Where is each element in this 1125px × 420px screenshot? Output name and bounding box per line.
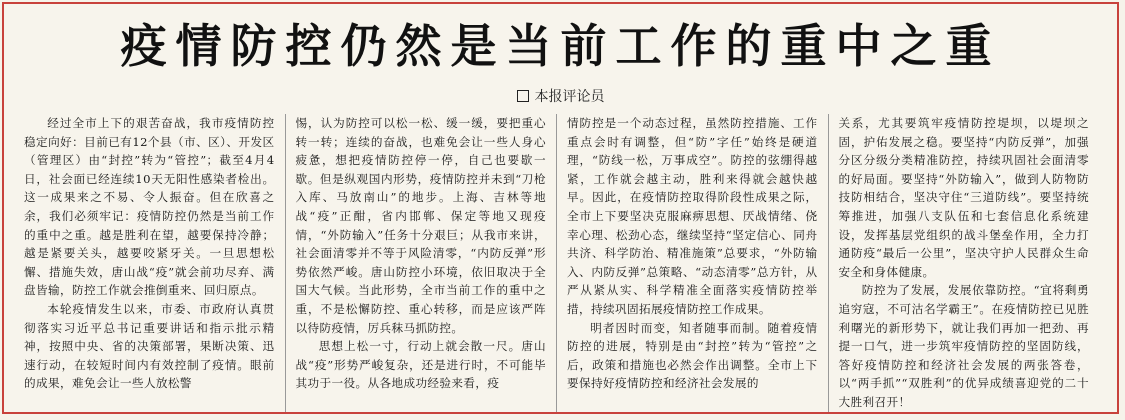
article-frame — [2, 2, 1119, 414]
article-byline — [4, 86, 1117, 106]
article-body — [24, 114, 1099, 414]
article-column-4 — [828, 114, 1100, 414]
article-paragraph: 经过全市上下的艰苦奋战，我市疫情防控稳定向好：目前已有12个县（市、区）、开发区（管理区）由“封控”转为“管控”；截至4月4日，社会面已经连续10天无阳性感染者检出。这一成果来之不易、令人振奋。但在欣喜之余，我们必须牢记：疫情防控仍然是当前工作的重中之重。越是胜利在望，越要保持冷静；越是紧要关头，越要咬紧牙关。一旦思想松懈、措施失效，唐山战“疫”就会前功尽弃、满盘皆输，防控工作就会推倒重来、回归原点。 — [24, 116, 275, 298]
article-column-3 — [556, 114, 828, 414]
article-headline: 疫情防控仍然是当前工作的重中之重 — [120, 19, 1001, 73]
article-paragraph: 本轮疫情发生以来，市委、市政府认真贯彻落实习近平总书记重要讲话和指示批示精神，按照中央、省的决策部署，果断决策、迅速行动，在较短时间内有效控制了疫情。眼前的成果，难免会让一些人放松警 — [24, 301, 275, 391]
byline-square-icon — [517, 90, 529, 102]
byline-text: 本报评论员 — [534, 89, 605, 105]
article-paragraph: 关系，尤其要筑牢疫情防控堤坝，以堤坝之固，护佑发展之稳。要坚持“内防反弹”，加强分区分级分类精准防控，持续巩固社会面清零的好局面。要坚持“外防输入”，做到人防物防技防相结合，坚决守住“三道防线”。要坚持统筹推进，加强八支队伍和七套信息化系统建设，发挥基层党组织的战斗堡垒作用，全力打通防疫“最后一公里”，坚决守护人民群众生命安全和身体健康。 — [838, 116, 1089, 279]
article-paragraph: 明者因时而变，知者随事而制。随着疫情防控的进展，特别是由“封控”转为“管控”之后，政策和措施也必然会作出调整。全市上下要保持好疫情防控和经济社会发展的 — [567, 320, 818, 391]
article-paragraph: 防控为了发展，发展依靠防控。“宜将剩勇追穷寇，不可沽名学霸王”。在疫情防控已见胜利曙光的新形势下，就让我们再加一把劲、再提一口气，进一步筑牢疫情防控的坚固防线，答好疫情防控和经济社会发展的两张答卷，以“两手抓”“双胜利”的优异成绩喜迎党的二十大胜利召开！ — [838, 283, 1089, 409]
article-paragraph: 思想上松一寸，行动上就会散一尺。唐山战“疫”形势严峻复杂，还是进行时，不可能毕其功于一役。从各地成功经验来看，疫 — [295, 339, 546, 391]
article-paragraph: 惕，认为防控可以松一松、缓一缓，要把重心转一转；连续的奋战，也难免会让一些人身心疲惫，想把疫情防控停一停，自己也要歇一歇。但是纵观国内形势，疫情防控并未到“刀枪入库、马放南山”的地步。上海、吉林等地战“疫”正酣，省内邯郸、保定等地又现疫情，“外防输入”任务十分艰巨；从我市来讲，社会面清零并不等于风险清零，“内防反弹”形势依然严峻。唐山防控小环境，依旧取决于全国大气候。当此形势，全市当前工作的重中之重，不是松懈防控、重心转移，而是应该严阵以待防疫情，厉兵秣马抓防控。 — [295, 116, 546, 335]
article-column-2 — [285, 114, 557, 414]
article-column-1 — [24, 114, 285, 414]
article-paragraph: 情防控是一个动态过程，虽然防控措施、工作重点会时有调整，但“防”字任”始终是硬道理，“防线一松，万事成空”。防控的弦绷得越紧，工作就会越主动，胜利来得就会越快越早。因此，在疫情防控取得阶段性成果之际，全市上下要坚决克服麻痹思想、厌战情绪、侥幸心理、松劲心态，继续坚持“坚定信心、同舟共济、科学防治、精准施策”总要求，“外防输入、内防反弹”总策略、“动态清零”总方针，从严从紧从实、科学精准全面落实疫情防控举措，持续巩固拓展疫情防控工作成果。 — [567, 116, 818, 316]
